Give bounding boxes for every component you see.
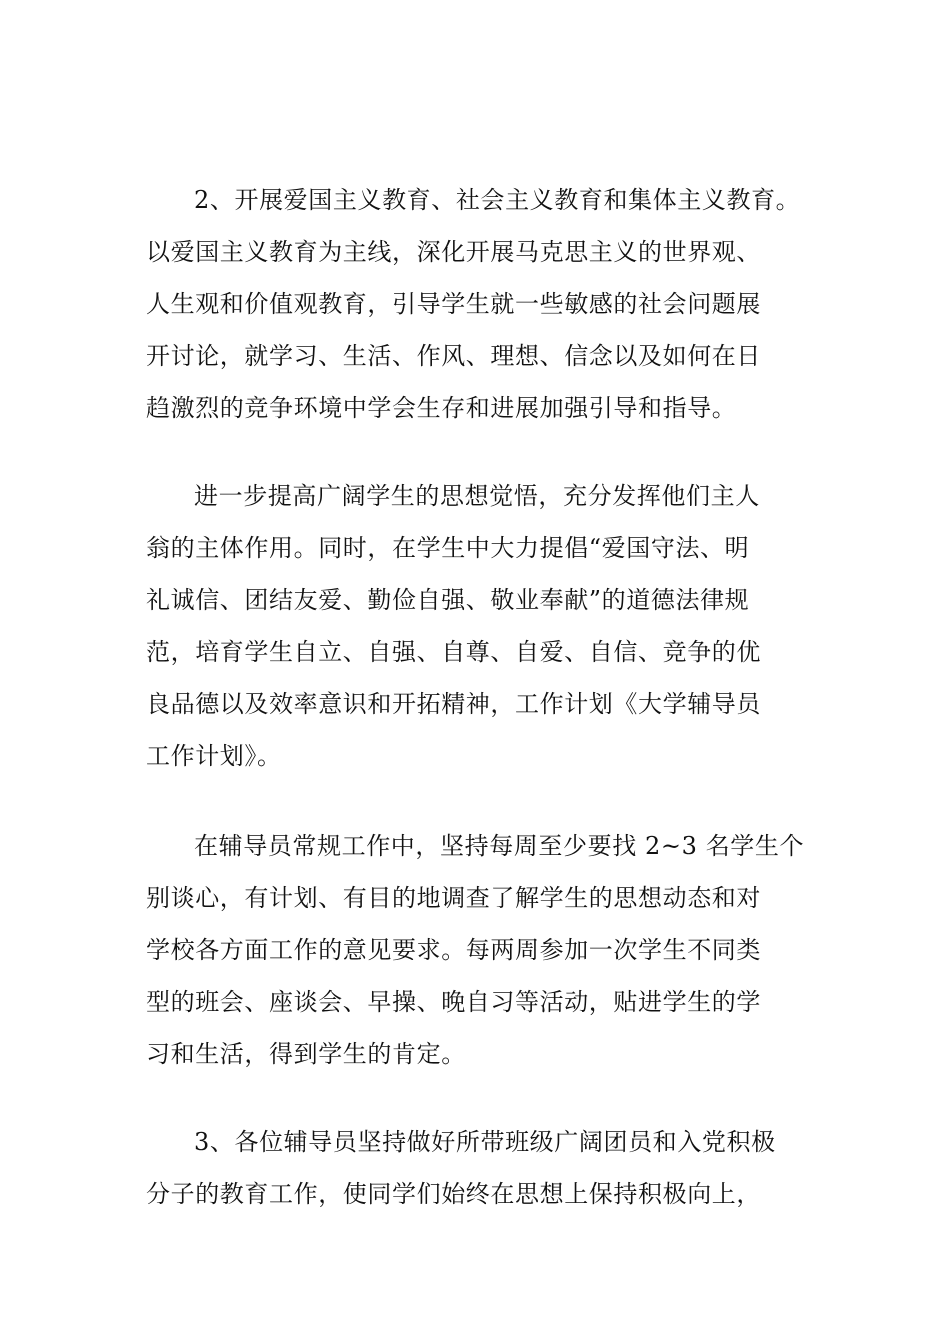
text-line: 分子的教育工作，使同学们始终在思想上保持积极向上， [146, 1180, 761, 1208]
text-line: 学校各方面工作的意见要求。每两周参加一次学生不同类 [146, 936, 761, 964]
text-line: 翁的主体作用。同时，在学生中大力提倡“爱国守法、明 [146, 534, 750, 562]
text-line: 型的班会、座谈会、早操、晚自习等活动，贴进学生的学 [146, 988, 761, 1016]
text-line: 别谈心，有计划、有目的地调查了解学生的思想动态和对 [146, 884, 761, 912]
text-line: 开讨论，就学习、生活、作风、理想、信念以及如何在日 [146, 342, 761, 370]
paragraph-counselor-routine [146, 820, 804, 1080]
text-line: 礼诚信、团结友爱、勤俭自强、敬业奉献”的道德法律规 [146, 586, 750, 614]
text-line: 工作计划》。 [146, 742, 282, 770]
text-line: 进一步提高广阔学生的思想觉悟，充分发挥他们主人 [194, 482, 760, 510]
text-line: 3、各位辅导员坚持做好所带班级广阔团员和入党积极 [194, 1128, 776, 1156]
text-line: 趋激烈的竞争环境中学会生存和进展加强引导和指导。 [146, 394, 737, 422]
text-line: 以爱国主义教育为主线，深化开展马克思主义的世界观、 [146, 238, 761, 266]
paragraph-league-members [146, 1116, 776, 1220]
text-line: 在辅导员常规工作中，坚持每周至少要找 2~3 名学生个 [194, 832, 805, 860]
text-line: 良品德以及效率意识和开拓精神，工作计划《大学辅导员 [146, 690, 761, 718]
paragraph-ideological-awareness [146, 470, 761, 782]
text-line: 习和生活，得到学生的肯定。 [146, 1040, 466, 1068]
text-line: 人生观和价值观教育，引导学生就一些敏感的社会问题展 [146, 290, 761, 318]
text-line: 2、开展爱国主义教育、社会主义教育和集体主义教育。 [194, 186, 801, 214]
text-line: 范，培育学生自立、自强、自尊、自爱、自信、竞争的优 [146, 638, 761, 666]
paragraph-patriotic-education [146, 174, 800, 434]
